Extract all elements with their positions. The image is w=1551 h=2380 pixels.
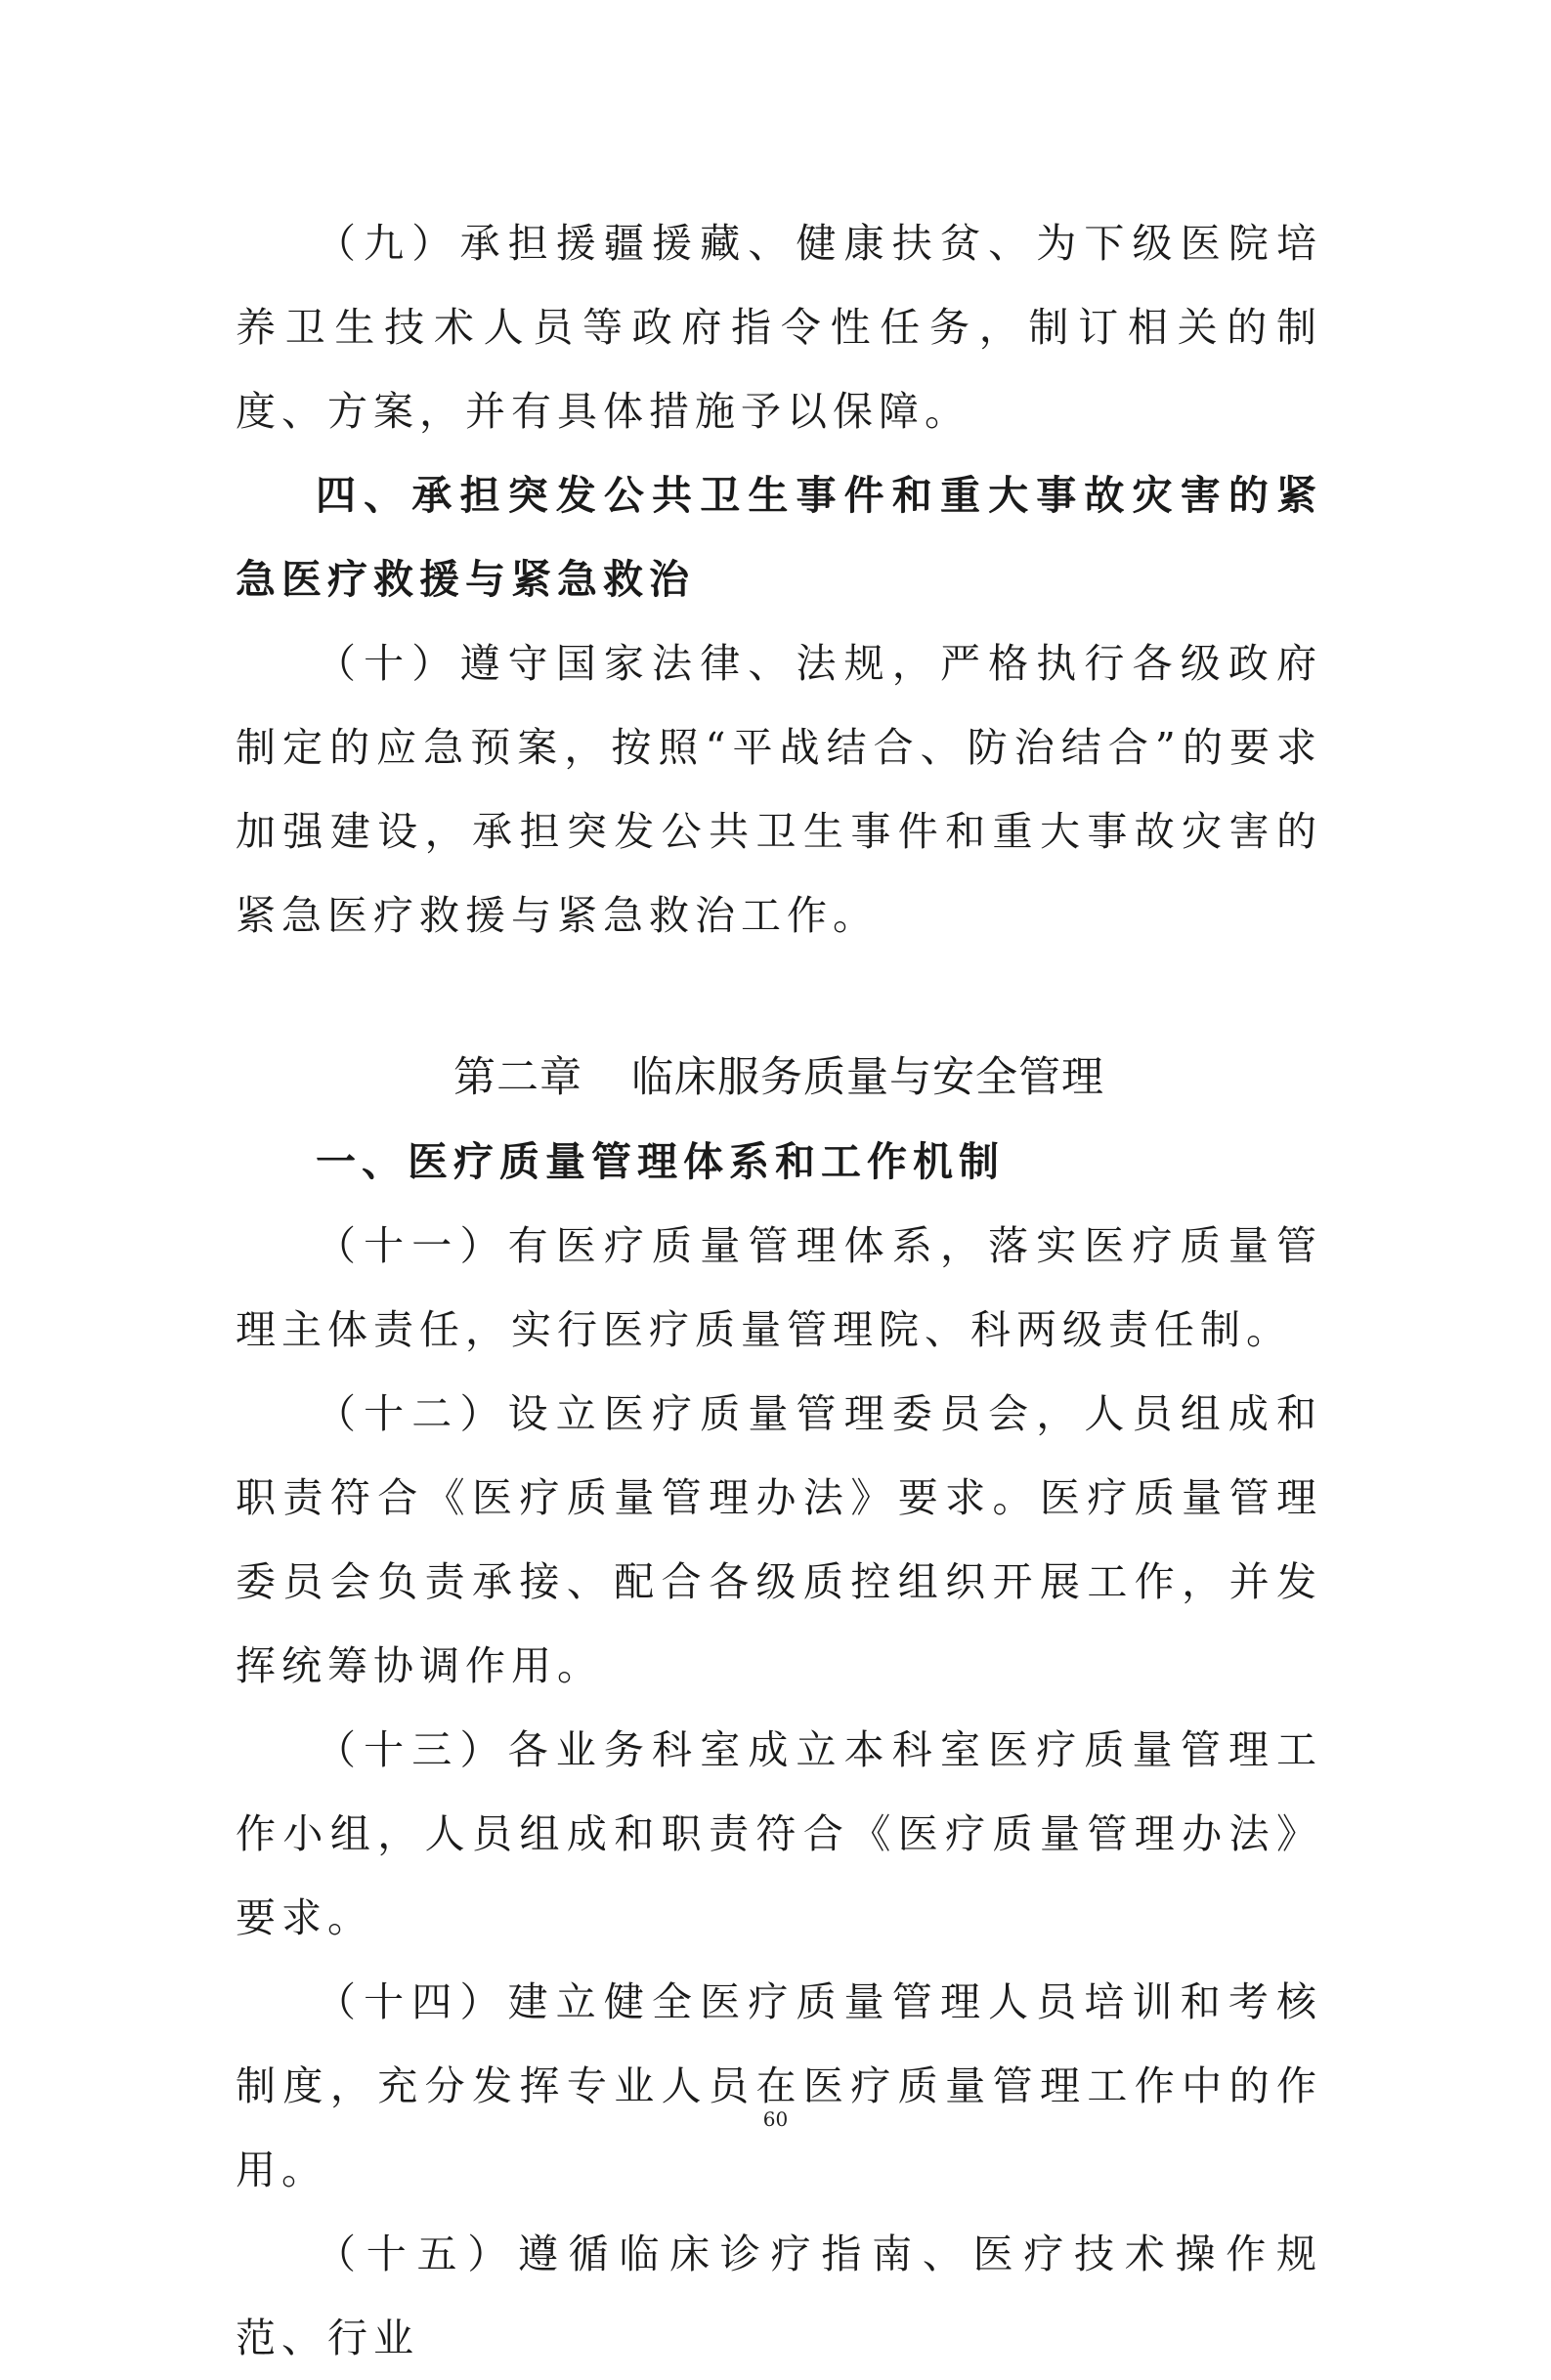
paragraph-13: （十三）各业务科室成立本科室医疗质量管理工作小组，人员组成和职责符合《医疗质量管理办法》要求。 xyxy=(236,1726,1322,1941)
page-number: 60 xyxy=(762,2107,789,2131)
paragraph-15: （十五）遵循临床诊疗指南、医疗技术操作规范、行业 xyxy=(236,2231,1322,2361)
chapter-name: 临床服务质量与安全管理 xyxy=(631,1053,1104,1102)
chapter-number: 第二章 xyxy=(453,1053,582,1102)
paragraph-12: （十二）设立医疗质量管理委员会，人员组成和职责符合《医疗质量管理办法》要求。医疗质量管理委员会负责承接、配合各级质控组织开展工作，并发挥统筹协调作用。 xyxy=(236,1390,1322,1689)
paragraph-9: （九）承担援疆援藏、健康扶贫、为下级医院培养卫生技术人员等政府指令性任务，制订相关的制度、方案，并有具体措施予以保障。 xyxy=(236,220,1322,435)
paragraph-10: （十）遵守国家法律、法规，严格执行各级政府制定的应急预案，按照“平战结合、防治结合”的要求加强建设，承担突发公共卫生事件和重大事故灾害的紧急医疗救援与紧急救治工作。 xyxy=(236,640,1322,939)
section-heading-4: 四、承担突发公共卫生事件和重大事故灾害的紧急医疗救援与紧急救治 xyxy=(236,472,1322,603)
chapter-spacer xyxy=(236,957,1322,1036)
chapter-title xyxy=(236,1036,1322,1120)
paragraph-11: （十一）有医疗质量管理体系，落实医疗质量管理主体责任，实行医疗质量管理院、科两级责任制。 xyxy=(236,1222,1322,1353)
section-heading-1: 一、医疗质量管理体系和工作机制 xyxy=(316,1138,1005,1185)
paragraph-14: （十四）建立健全医疗质量管理人员培训和考核制度，充分发挥专业人员在医疗质量管理工作中的作用。 xyxy=(236,1978,1322,2193)
page-content xyxy=(236,201,1322,2380)
